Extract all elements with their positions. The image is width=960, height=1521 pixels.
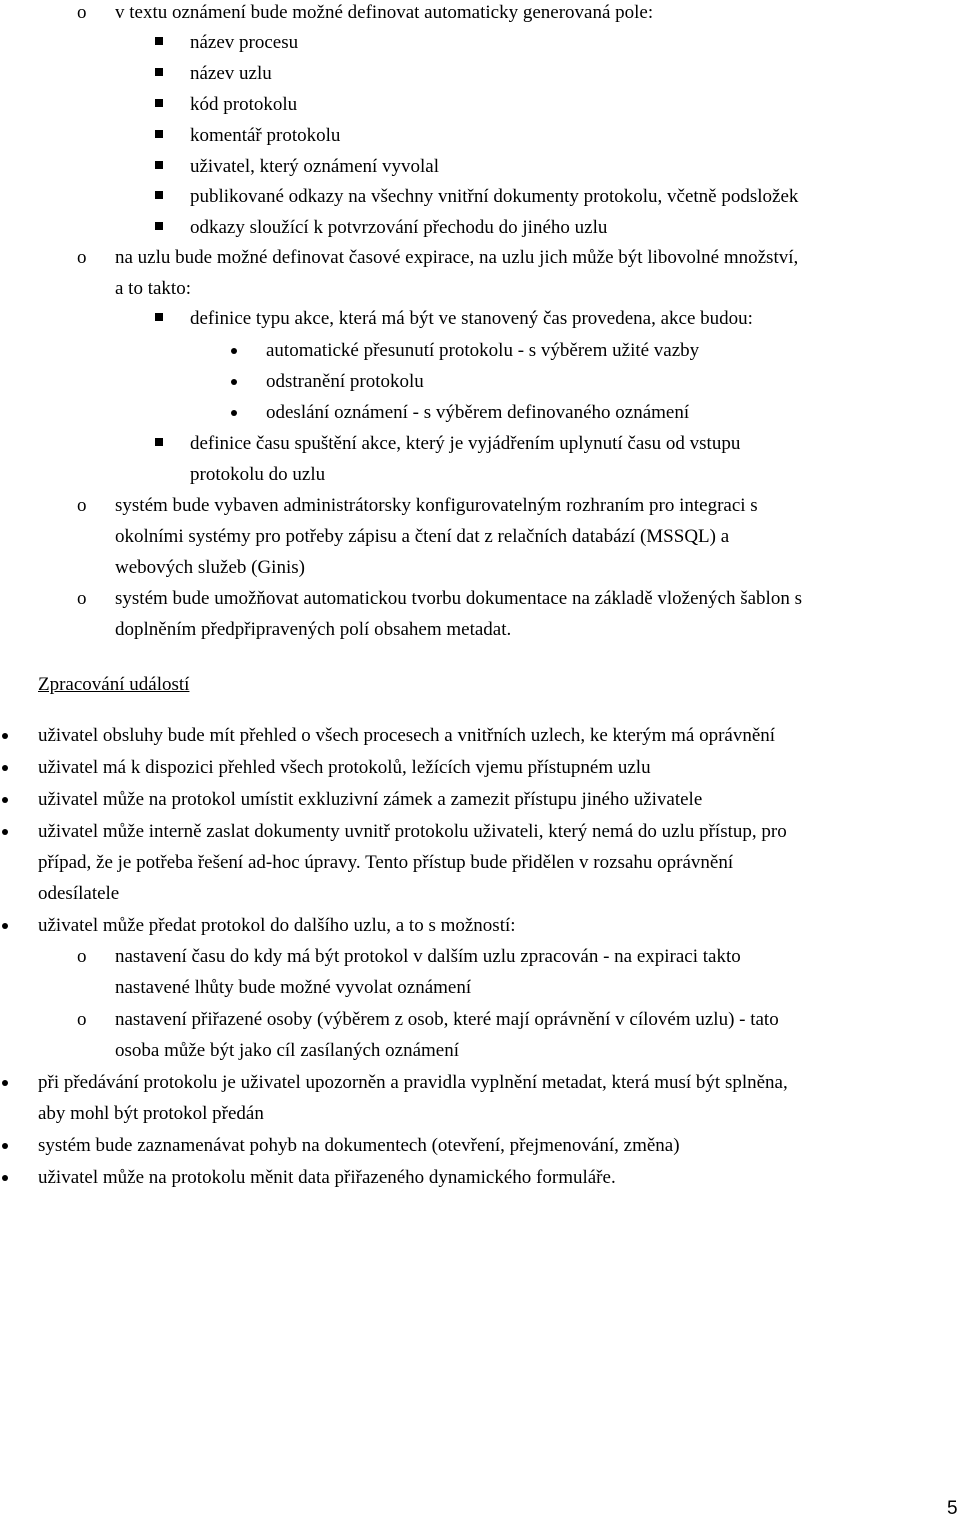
round-bullet-icon [2, 733, 8, 739]
square-bullet-icon [155, 313, 163, 321]
round-bullet-icon [2, 765, 8, 771]
list-item: odstranění protokolu [266, 371, 424, 392]
circle-marker: o [77, 1009, 87, 1030]
list-item: uživatel může předat protokol do dalšího uzlu, a to s možností: [38, 915, 516, 936]
list-item: odeslání oznámení - s výběrem definovaného oznámení [266, 402, 690, 423]
list-item: systém bude vybaven administrátorsky konfigurovatelným rozhraním pro integraci s [115, 495, 758, 516]
square-bullet-icon [155, 37, 163, 45]
list-item-continuation: okolními systémy pro potřeby zápisu a čtení dat z relačních databází (MSSQL) a [115, 526, 730, 547]
square-bullet-icon [155, 130, 163, 138]
square-bullet-icon [155, 438, 163, 446]
list-item: nastavení přiřazené osoby (výběrem z osob, které mají oprávnění v cílovém uzlu) - tato [115, 1009, 779, 1030]
list-item: uživatel, který oznámení vyvolal [190, 156, 440, 177]
list-item-continuation: doplněním předpřipravených polí obsahem metadat. [115, 619, 512, 640]
circle-marker: o [77, 588, 87, 609]
list-item: komentář protokolu [190, 125, 341, 146]
list-item-continuation: nastavené lhůty bude možné vyvolat oznámení [115, 977, 472, 998]
round-bullet-icon [231, 379, 237, 385]
round-bullet-icon [231, 348, 237, 354]
list-item: kód protokolu [190, 94, 298, 115]
round-bullet-icon [2, 1143, 8, 1149]
list-item: název procesu [190, 32, 299, 53]
list-item: definice času spuštění akce, který je vyjádřením uplynutí času od vstupu [190, 433, 741, 454]
circle-marker: o [77, 495, 87, 516]
list-item: na uzlu bude možné definovat časové expirace, na uzlu jich může být libovolné množství, [115, 247, 799, 268]
list-item-continuation: případ, že je potřeba řešení ad-hoc úpravy. Tento přístup bude přidělen v rozsahu oprávnění [38, 852, 734, 873]
list-item: systém bude umožňovat automatickou tvorbu dokumentace na základě vložených šablon s [115, 588, 802, 609]
list-item: nastavení času do kdy má být protokol v dalším uzlu zpracován - na expiraci takto [115, 946, 741, 967]
square-bullet-icon [155, 222, 163, 230]
list-item: publikované odkazy na všechny vnitřní dokumenty protokolu, včetně podsložek [190, 186, 799, 207]
list-item: uživatel může na protokolu měnit data přiřazeného dynamického formuláře. [38, 1167, 616, 1188]
square-bullet-icon [155, 161, 163, 169]
square-bullet-icon [155, 99, 163, 107]
list-item-continuation: protokolu do uzlu [190, 464, 326, 485]
round-bullet-icon [2, 923, 8, 929]
list-item: systém bude zaznamenávat pohyb na dokumentech (otevření, přejmenování, změna) [38, 1135, 680, 1156]
list-item: definice typu akce, která má být ve stanovený čas provedena, akce budou: [190, 308, 753, 329]
section-heading: Zpracování událostí [38, 674, 190, 695]
round-bullet-icon [2, 1175, 8, 1181]
circle-marker: o [77, 2, 87, 23]
list-item: uživatel má k dispozici přehled všech protokolů, ležících vjemu přístupném uzlu [38, 757, 651, 778]
round-bullet-icon [2, 797, 8, 803]
list-item: uživatel může interně zaslat dokumenty uvnitř protokolu uživateli, který nemá do uzlu přístup, pro [38, 821, 787, 842]
list-item-continuation: aby mohl být protokol předán [38, 1103, 264, 1124]
square-bullet-icon [155, 191, 163, 199]
page-number: 5 [947, 1498, 958, 1519]
list-item-continuation: odesílatele [38, 883, 120, 904]
round-bullet-icon [2, 829, 8, 835]
list-item-continuation: webových služeb (Ginis) [115, 557, 305, 578]
round-bullet-icon [231, 410, 237, 416]
circle-marker: o [77, 946, 87, 967]
list-item-continuation: a to takto: [115, 278, 191, 299]
list-item: automatické přesunutí protokolu - s výběrem užité vazby [266, 340, 700, 361]
list-item: odkazy sloužící k potvrzování přechodu do jiného uzlu [190, 217, 608, 238]
list-item: uživatel obsluhy bude mít přehled o všech procesech a vnitřních uzlech, ke kterým má oprávnění [38, 725, 776, 746]
list-item: při předávání protokolu je uživatel upozorněn a pravidla vyplnění metadat, která musí být splněna, [38, 1072, 788, 1093]
list-item: v textu oznámení bude možné definovat automaticky generovaná pole: [115, 2, 654, 23]
round-bullet-icon [2, 1080, 8, 1086]
circle-marker: o [77, 247, 87, 268]
square-bullet-icon [155, 68, 163, 76]
list-item: název uzlu [190, 63, 272, 84]
list-item-continuation: osoba může být jako cíl zasílaných oznámení [115, 1040, 459, 1061]
list-item: uživatel může na protokol umístit exkluzivní zámek a zamezit přístupu jiného uživatele [38, 789, 703, 810]
